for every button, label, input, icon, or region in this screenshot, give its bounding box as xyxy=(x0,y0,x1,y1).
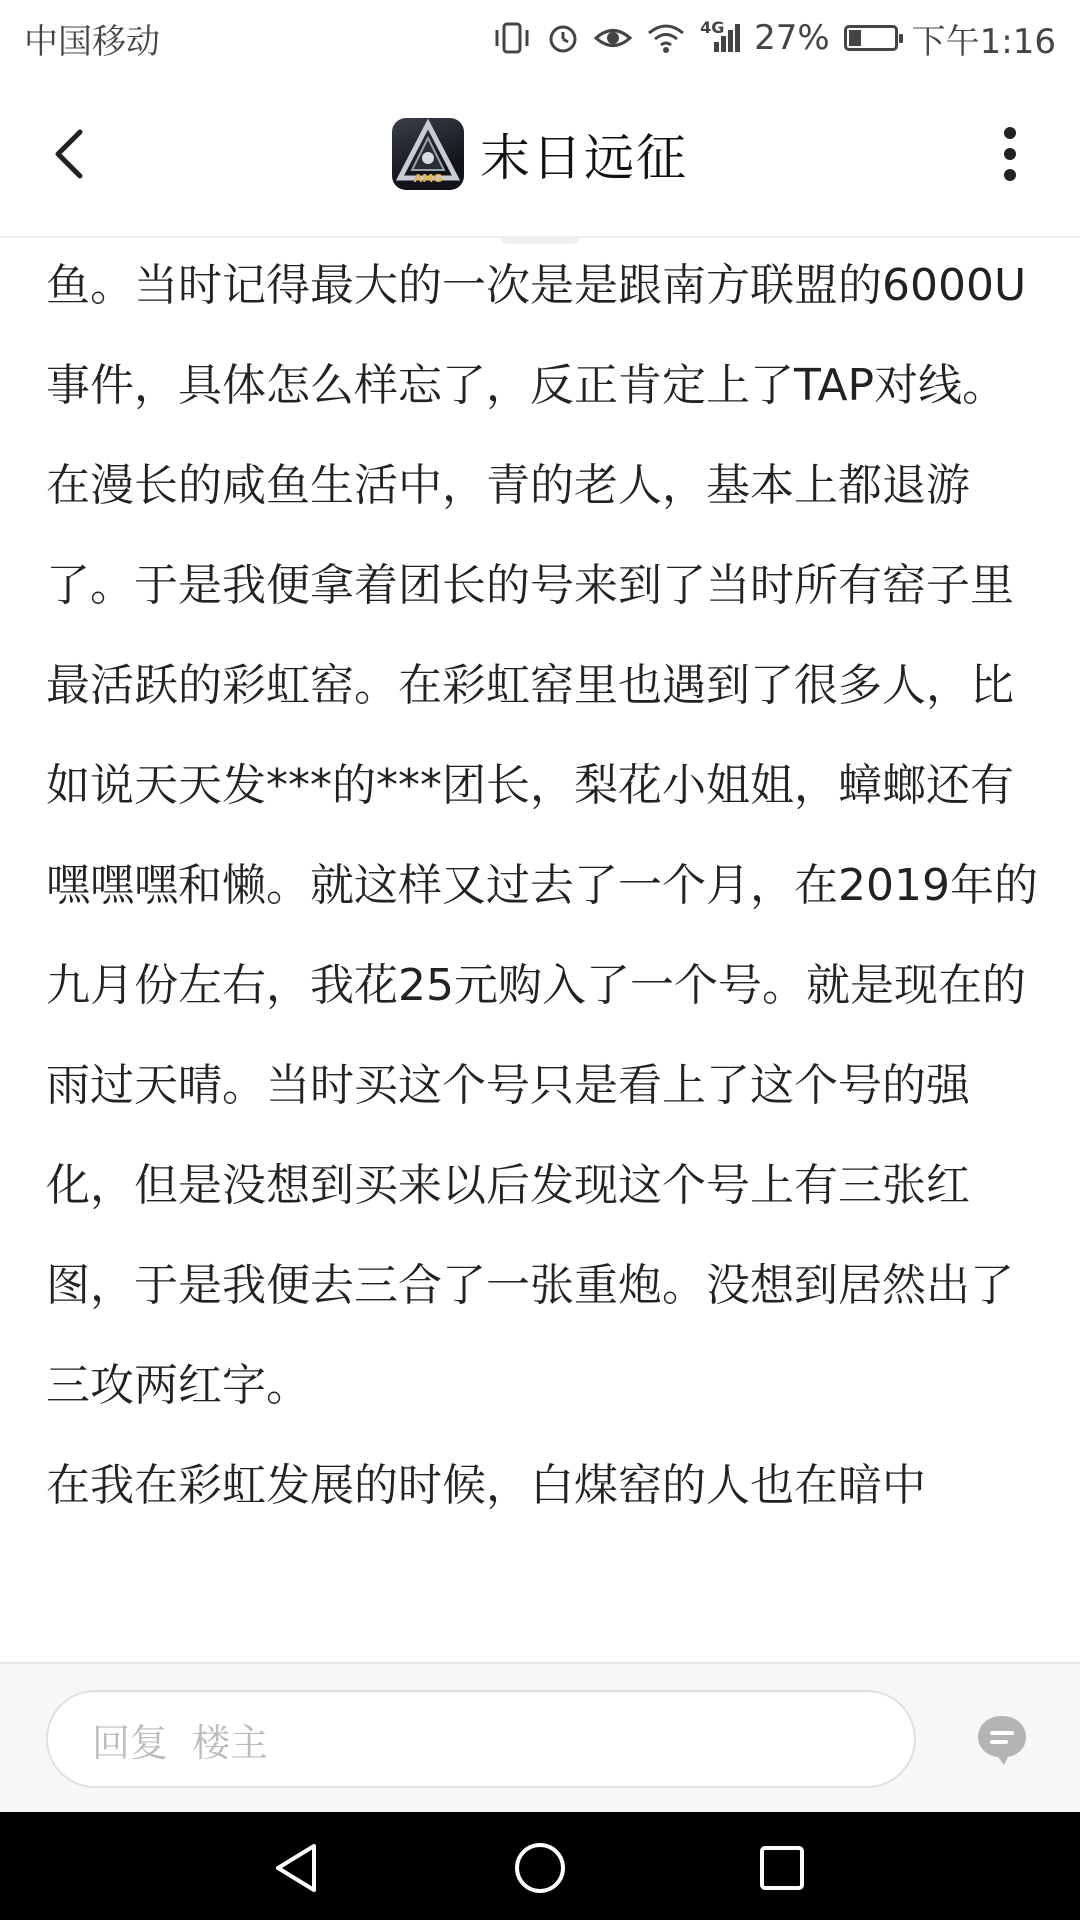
top-app-bar xyxy=(0,76,1080,238)
nav-recents-button[interactable] xyxy=(754,1840,810,1896)
more-dot-icon xyxy=(1004,169,1016,181)
system-navigation-bar xyxy=(0,1812,1080,1920)
battery-fill xyxy=(849,30,861,46)
alarm-icon xyxy=(546,21,580,55)
more-dot-icon xyxy=(1004,148,1016,160)
title-group xyxy=(0,116,1080,192)
vibrate-icon xyxy=(492,21,532,55)
post-paragraph: 鱼。当时记得最大的一次是是跟南方联盟的6000U事件，具体怎么样忘了，反正肯定上了TAP对线。在漫长的咸鱼生活中，青的老人，基本上都退游了。于是我便拿着团长的号来到了当时所有窑子里最活跃的彩虹窑。在彩虹窑里也遇到了很多人，比如说天天发***的***团长，梨花小姐姐，蟑螂还有嘿嘿嘿和懒。就这样又过去了一个月，在2019年的九月份左右，我花25元购入了一个号。就是现在的雨过天晴。当时买这个号只是看上了这个号的强化，但是没想到买来以后发现这个号上有三张红图，于是我便去三合了一张重炮。没想到居然出了三攻两红字。 xyxy=(46,260,1038,1411)
wifi-icon xyxy=(646,22,686,54)
app-logo xyxy=(392,118,464,190)
carrier-label: 中国移动 xyxy=(24,21,160,62)
square-recents-icon xyxy=(754,1840,810,1896)
reply-input[interactable] xyxy=(46,1690,916,1788)
logo-text: AMG xyxy=(413,171,443,185)
nav-back-button[interactable] xyxy=(270,1840,326,1896)
post-paragraph: 在我在彩虹发展的时候，白煤窑的人也在暗中 xyxy=(46,1460,926,1511)
comment-icon xyxy=(974,1712,1030,1768)
more-dot-icon xyxy=(1004,127,1016,139)
clock: 下午1:16 xyxy=(911,21,1056,62)
status-icons xyxy=(492,14,1056,63)
eye-comfort-icon xyxy=(594,23,632,53)
network-type-label: 4G xyxy=(700,18,725,37)
page-title: 末日远征 xyxy=(480,129,688,187)
reply-bar xyxy=(0,1662,1080,1812)
nav-home-button[interactable] xyxy=(512,1840,568,1896)
circle-home-icon xyxy=(512,1840,568,1896)
triangle-back-icon xyxy=(270,1840,326,1896)
comment-button[interactable] xyxy=(974,1712,1030,1768)
status-bar xyxy=(0,0,1080,76)
post-content[interactable] xyxy=(46,238,1046,1662)
battery-icon xyxy=(844,25,898,51)
battery-percent: 27% xyxy=(754,18,830,58)
signal-icon xyxy=(700,18,740,54)
more-options-button[interactable] xyxy=(980,114,1040,194)
reply-placeholder: 回复 楼主 xyxy=(92,1720,269,1765)
